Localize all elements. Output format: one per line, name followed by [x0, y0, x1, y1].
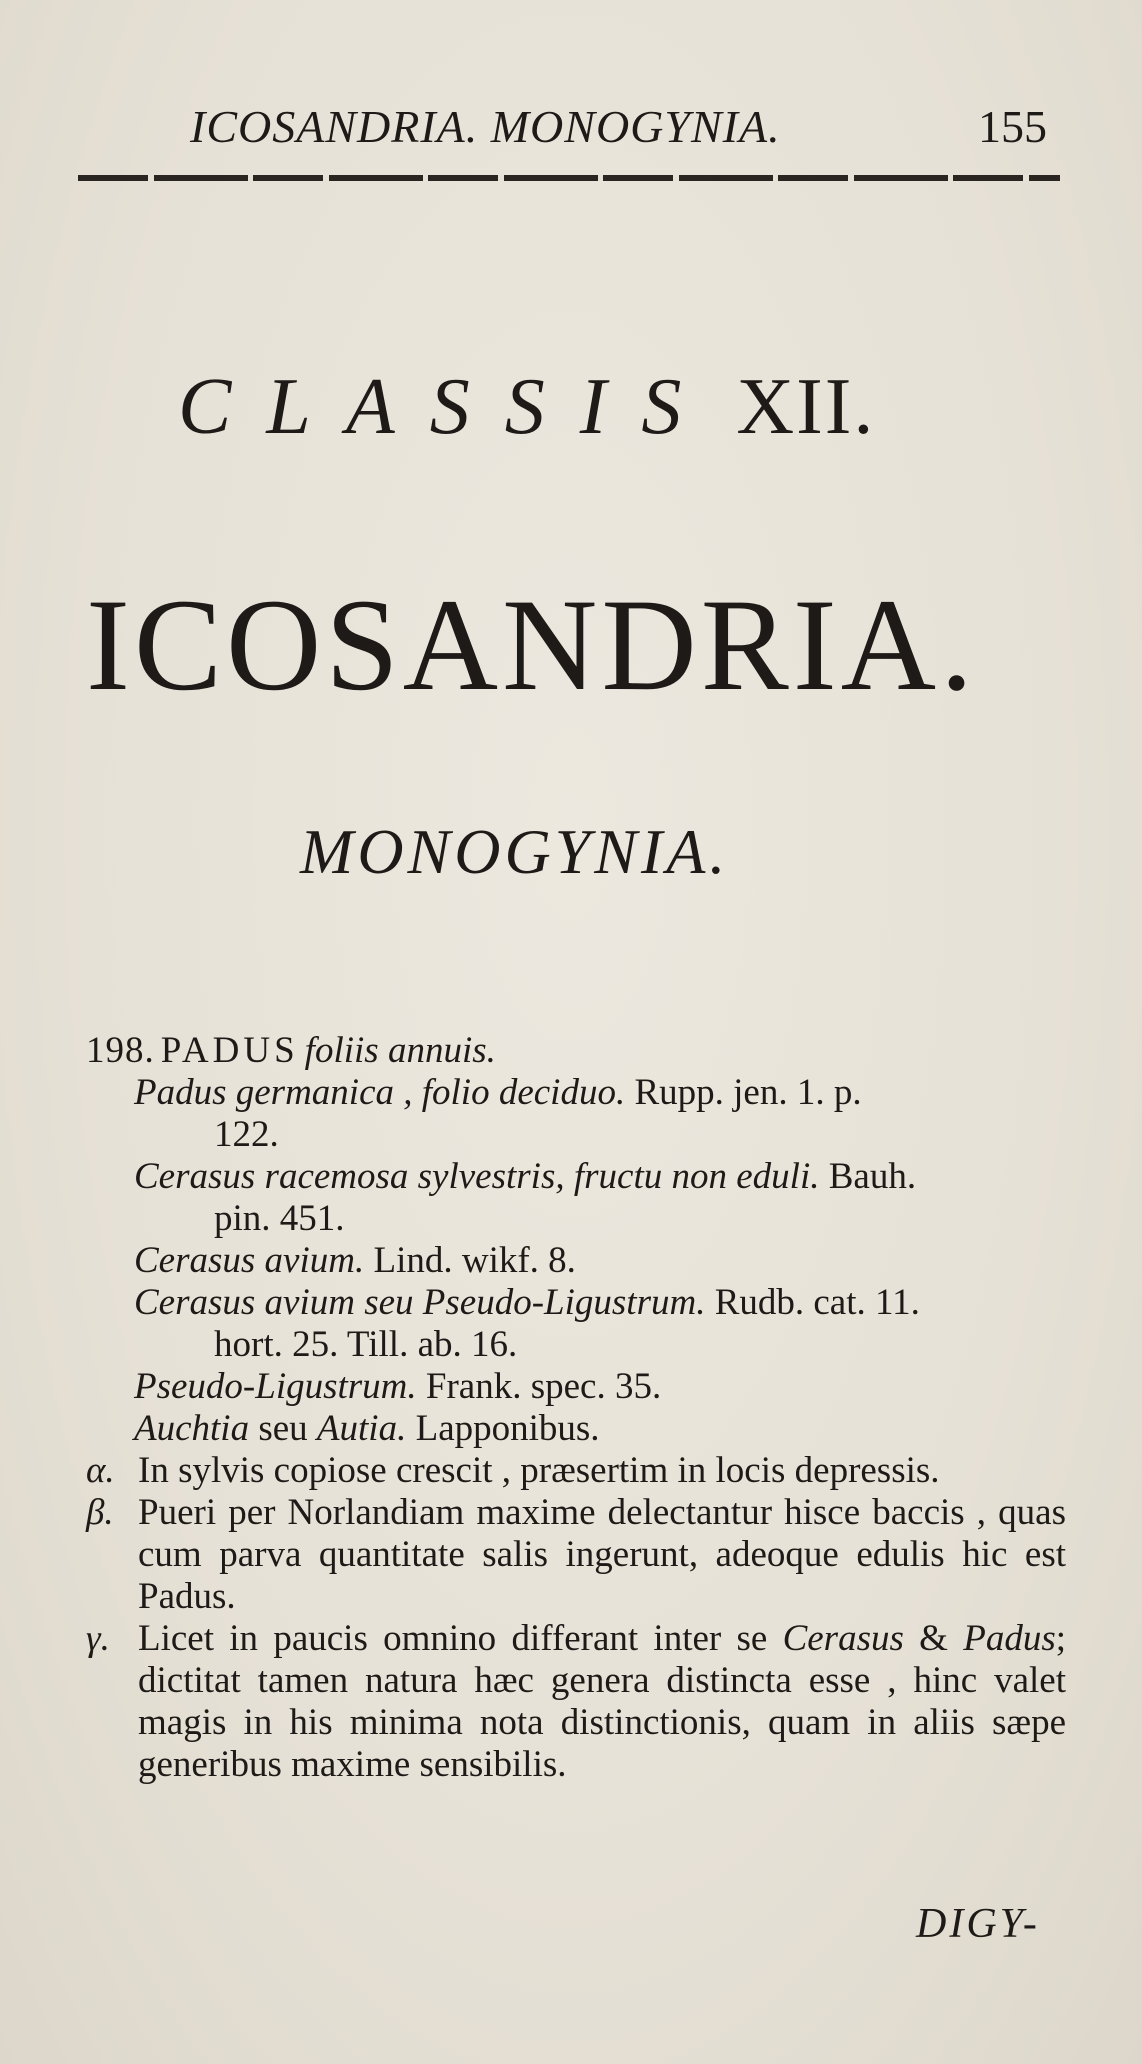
running-head: ICOSANDRIA. MONOGYNIA. — [190, 101, 781, 152]
header-rule — [78, 175, 1060, 181]
synonym-name: Cerasus avium seu Pseudo-Ligustrum. — [134, 1282, 706, 1323]
note-text: & — [903, 1618, 964, 1659]
note-genus-name: Cerasus — [782, 1618, 904, 1659]
genus-entry — [86, 1030, 1066, 1072]
note-alpha — [86, 1450, 1066, 1492]
note-marker: γ. — [86, 1618, 110, 1659]
synonym-name-alt: Autia. — [316, 1408, 407, 1449]
synonym-name: Pseudo-Ligustrum. — [134, 1366, 417, 1407]
synonym-reference: Lapponibus. — [406, 1408, 600, 1449]
synonym-line — [86, 1240, 1066, 1282]
note-text: ; dictitat tamen natura hæc genera distincta esse , hinc valet magis in his minima nota distinctionis, quam in aliis sæpe generibus maxime sensibilis. — [138, 1618, 1066, 1785]
synonym-continuation: pin. 451. — [214, 1198, 345, 1239]
note-text: In sylvis copiose crescit , præsertim in locis depressis. — [138, 1450, 940, 1491]
order-title: ICOSANDRIA. — [86, 571, 978, 718]
page-number: 155 — [978, 101, 1047, 152]
note-marker: β. — [86, 1492, 114, 1533]
note-beta — [86, 1492, 1066, 1618]
class-word: CLASSIS — [178, 363, 717, 451]
note-genus-name: Padus — [963, 1618, 1056, 1659]
synonym-name: Padus germanica , folio deciduo. — [134, 1072, 626, 1113]
synonym-reference: Frank. spec. 35. — [416, 1366, 662, 1407]
suborder-title: MONOGYNIA. — [300, 816, 730, 887]
genus-name: PADUS — [160, 1030, 299, 1071]
synonym-name: Cerasus racemosa sylvestris, fructu non eduli. — [134, 1156, 820, 1197]
species-entries — [86, 1030, 1066, 1786]
note-text: Pueri per Norlandiam maxime delectantur hisce baccis , quas cum parva quantitate salis ingerunt, adeoque edulis hic est Padus. — [138, 1492, 1066, 1617]
synonym-reference: Lind. wikf. 8. — [364, 1240, 576, 1281]
synonym-name: Cerasus avium. — [134, 1240, 365, 1281]
class-title — [178, 362, 875, 453]
synonym-continuation: 122. — [214, 1114, 279, 1155]
synonym-reference: Bauh. — [819, 1156, 917, 1197]
entry-number: 198. — [86, 1030, 155, 1071]
synonym-line — [86, 1408, 1066, 1450]
synonym-connector: seu — [249, 1408, 317, 1449]
synonym-reference: Rudb. cat. 11. — [705, 1282, 920, 1323]
note-marker: α. — [86, 1450, 115, 1491]
synonym-line — [86, 1156, 1066, 1240]
note-text: Licet in paucis omnino differant inter se — [138, 1618, 783, 1659]
catchword: DIGY- — [916, 1901, 1040, 1947]
synonym-reference: Rupp. jen. 1. p. — [625, 1072, 862, 1113]
synonym-line — [86, 1366, 1066, 1408]
class-number: XII. — [736, 363, 876, 451]
synonym-continuation: hort. 25. Till. ab. 16. — [214, 1324, 518, 1365]
synonym-line — [86, 1072, 1066, 1156]
synonym-line — [86, 1282, 1066, 1366]
synonym-name: Auchtia — [134, 1408, 250, 1449]
genus-diagnosis: foliis annuis. — [304, 1030, 496, 1071]
note-gamma — [86, 1618, 1066, 1786]
